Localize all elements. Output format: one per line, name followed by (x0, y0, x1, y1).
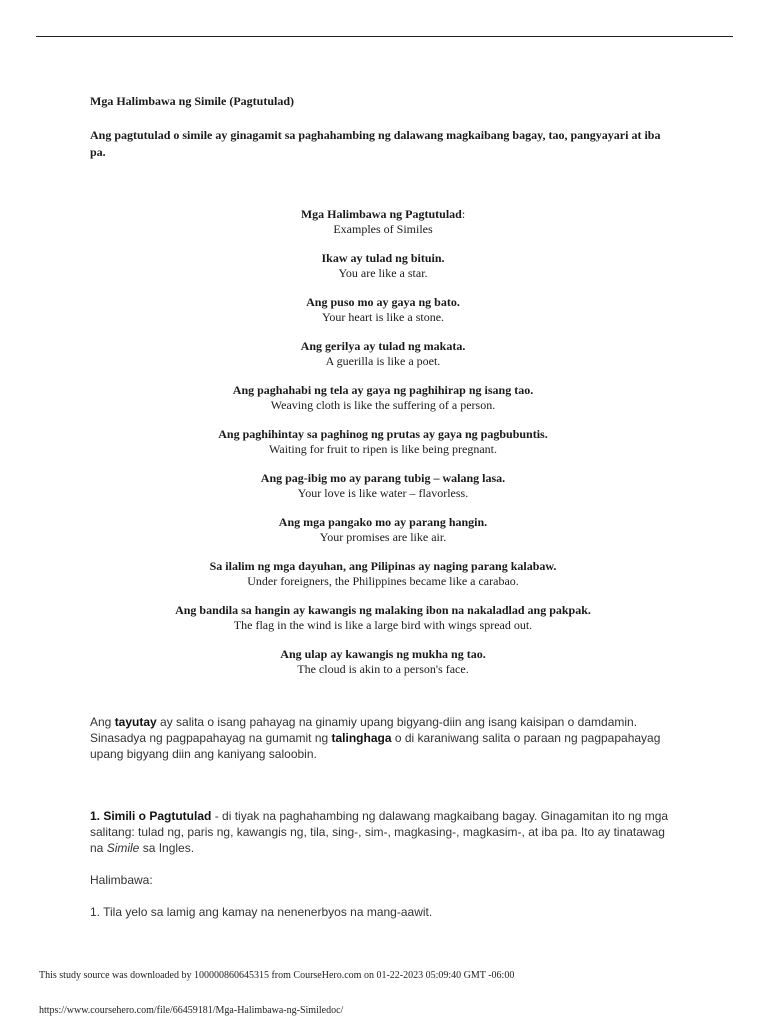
source-url: https://www.coursehero.com/file/66459181/Mga-Halimbawa-ng-Similedoc/ (39, 1005, 344, 1016)
examples-section (90, 207, 676, 677)
example-filipino: Ang bandila sa hangin ay kawangis ng malaking ibon na nakaladlad ang pakpak. (175, 603, 591, 617)
example-english: The cloud is akin to a person's face. (297, 662, 469, 676)
example-english: Your heart is like a stone. (321, 310, 445, 324)
examples-title (90, 207, 676, 222)
example-item (90, 647, 676, 677)
tayutay-text-1: Ang (90, 715, 115, 729)
tayutay-text-2: ay salita o isang pahayag na ginamiy upang bigyang-diin ang isang kaisipan o damdamin. Sinasadya ng pagpapahayag na gumamit ng (90, 715, 638, 745)
example-filipino: Ang ulap ay kawangis ng mukha ng tao. (280, 647, 486, 661)
example-item (90, 471, 676, 501)
examples-title-colon: : (461, 207, 466, 221)
example-item (90, 559, 676, 589)
numbered-example: 1. Tila yelo sa lamig ang kamay na nenenerbyos na mang-aawit. (90, 905, 433, 919)
download-notice: This study source was downloaded by 100000860645315 from CourseHero.com on 01-22-2023 05:09:40 GMT -06:00 (39, 970, 515, 981)
document-body (90, 93, 676, 920)
example-filipino: Ikaw ay tulad ng bituin. (321, 251, 445, 265)
example-item (90, 603, 676, 633)
example-item (90, 515, 676, 545)
simili-term: 1. Simili o Pagtutulad (90, 809, 212, 823)
example-item (90, 339, 676, 369)
example-english: The flag in the wind is like a large bird with wings spread out. (233, 618, 533, 632)
examples-title-text: Mga Halimbawa ng Pagtutulad (300, 207, 462, 221)
example-english: A guerilla is like a poet. (325, 354, 441, 368)
example-item (90, 383, 676, 413)
talinghaga-term: talinghaga (331, 731, 392, 745)
example-filipino: Sa ilalim ng mga dayuhan, ang Pilipinas ay naging parang kalabaw. (209, 559, 557, 573)
example-item (90, 427, 676, 457)
example-english: Your promises are like air. (319, 530, 447, 544)
example-filipino: Ang mga pangako mo ay parang hangin. (278, 515, 488, 529)
top-divider (36, 36, 733, 37)
example-english: You are like a star. (338, 266, 428, 280)
tayutay-term: tayutay (114, 715, 157, 729)
examples-subtitle: Examples of Similes (333, 222, 433, 236)
example-english: Under foreigners, the Philippines became like a carabao. (247, 574, 519, 588)
simili-text-2: sa Ingles. (139, 841, 195, 855)
example-filipino: Ang paghahabi ng tela ay gaya ng paghihirap ng isang tao. (232, 383, 534, 397)
document-heading: Mga Halimbawa ng Simile (Pagtutulad) (90, 94, 295, 108)
example-filipino: Ang paghihintay sa paghinog ng prutas ay gaya ng pagbubuntis. (218, 427, 548, 441)
example-filipino: Ang pag-ibig mo ay parang tubig – walang lasa. (260, 471, 506, 485)
example-english: Weaving cloth is like the suffering of a person. (270, 398, 496, 412)
example-english: Your love is like water – flavorless. (297, 486, 469, 500)
example-item (90, 251, 676, 281)
tayutay-paragraph (90, 714, 676, 762)
tayutay-text-3: o di karaniwang salita o paraan ng pagpapahayag upang bigyang diin ang kaniyang saloobin. (90, 731, 661, 761)
halimbawa-label: Halimbawa: (90, 873, 153, 887)
example-filipino: Ang gerilya ay tulad ng makata. (300, 339, 466, 353)
example-item (90, 295, 676, 325)
example-english: Waiting for fruit to ripen is like being pregnant. (269, 442, 497, 456)
example-filipino: Ang puso mo ay gaya ng bato. (306, 295, 460, 309)
simili-paragraph (90, 808, 676, 856)
simili-text-1: - di tiyak na paghahambing ng dalawang magkaibang bagay. Ginagamitan ito ng mga salitang: tulad ng, paris ng, kawangis ng, tila, sing-, sim-, magkasing-, magkasim-, at iba pa. Ito ay tinatawag na (90, 809, 669, 855)
simile-term: Simile (106, 841, 140, 855)
intro-paragraph: Ang pagtutulad o simile ay ginagamit sa paghahambing ng dalawang magkaibang bagay, tao, pangyayari at iba pa. (90, 128, 661, 159)
